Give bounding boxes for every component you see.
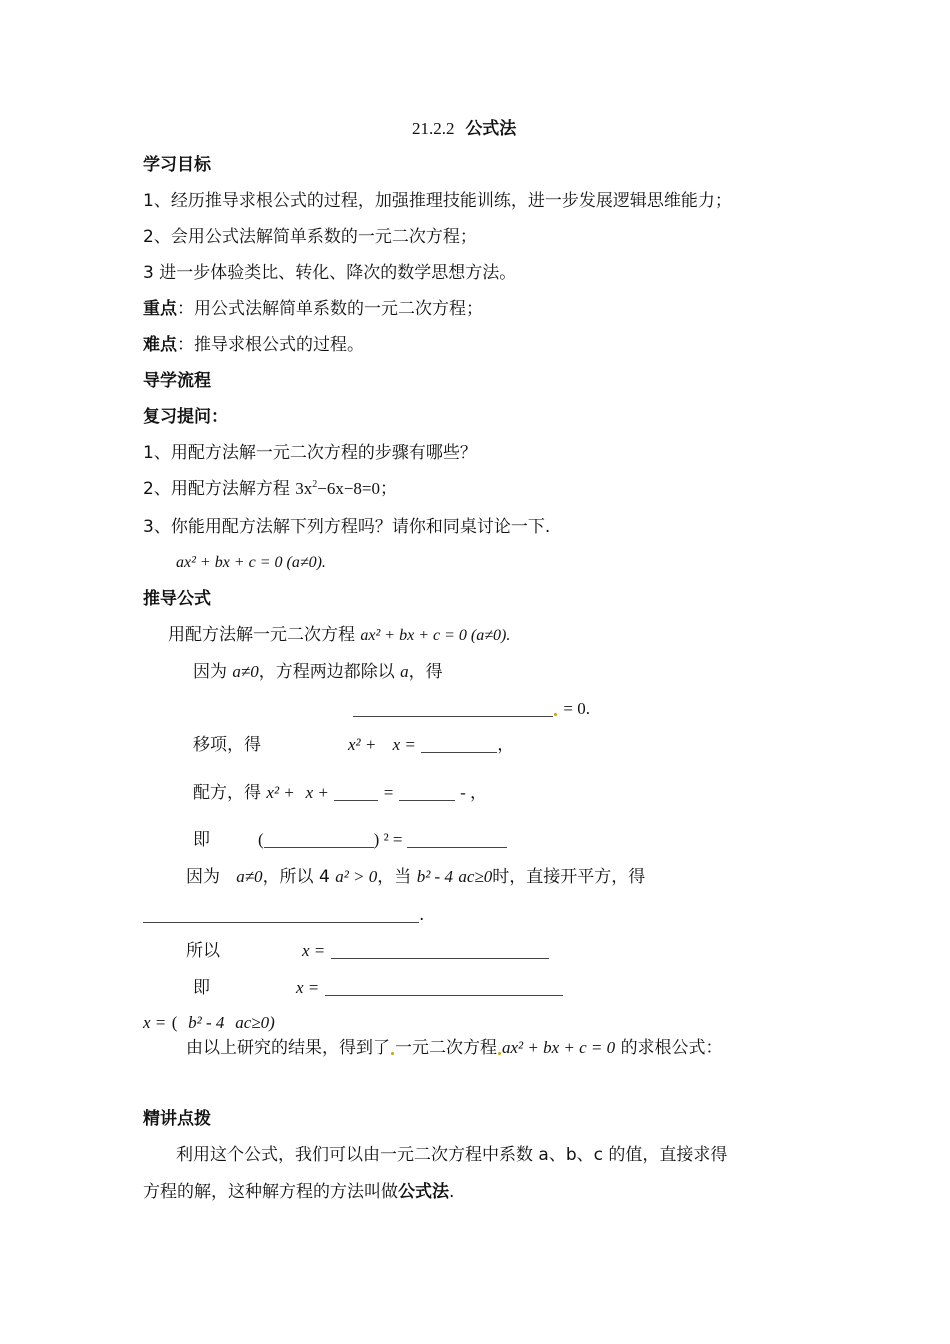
step1-because: 因为 [193, 662, 227, 682]
review-question-2-text: 2、用配方法解方程 [143, 479, 296, 499]
derive-heading: 推导公式 [143, 589, 211, 609]
blank-1[interactable] [353, 700, 553, 717]
derive-step-6-equation [302, 940, 549, 962]
derive-step-3 [193, 782, 487, 804]
step1-a: a [400, 662, 409, 681]
step7-x-equals: x = [296, 978, 320, 997]
derive-step-5-result [143, 904, 424, 926]
section-number: 21.2.2 [412, 119, 455, 138]
cond-discriminant: b² - 4 [188, 1013, 225, 1032]
derive-intro-equation: ax² + bx + c = 0 (a≠0). [360, 627, 511, 644]
step4-label: 即 [193, 830, 210, 850]
step1-a-nonzero: a≠0 [232, 662, 259, 681]
mark-dot [498, 1052, 501, 1055]
step6-x-equals: x = [302, 941, 326, 960]
step5-sqrt: 时，直接开平方，得 [492, 867, 646, 887]
derive-step-4-equation [258, 829, 507, 851]
derive-step-5 [186, 866, 645, 888]
step2-x-squared: x² + [348, 735, 377, 754]
review-equation-tail: −6x−8=0； [317, 479, 397, 498]
review-equation: $3x^2-6x-8=0$； [295, 479, 397, 498]
step5-so: ，所以 4 [262, 867, 330, 887]
review-heading: 复习提问： [143, 407, 228, 427]
blank-4[interactable] [399, 784, 455, 801]
step1-divide: ，方程两边都除以 [258, 662, 395, 682]
derive-step-1 [193, 661, 443, 683]
blank-8[interactable] [331, 942, 549, 959]
step5-because: 因为 [186, 867, 220, 887]
derive-step-6 [186, 940, 220, 962]
mark-dot [554, 713, 557, 716]
formula-method-term: 公式法 [398, 1182, 449, 1202]
step5-period: . [419, 905, 425, 925]
derive-step-4 [193, 829, 210, 851]
general-equation: ax² + bx + c = 0 (a≠0). [176, 554, 326, 571]
conclusion-equation: ax² + bx + c = 0 [502, 1038, 616, 1057]
review-question-2 [143, 478, 397, 500]
blank-3[interactable] [334, 784, 378, 801]
derive-step-7-equation [296, 977, 563, 999]
explain-paragraph-2 [143, 1181, 454, 1203]
objectives-heading: 学习目标 [143, 155, 211, 175]
explain-paragraph-1: 利用这个公式，我们可以由一元二次方程中系数 a、b、c 的值，直接求得 [176, 1145, 728, 1165]
step5-4a-squared: a² > 0 [335, 867, 378, 886]
step2-label: 移项，得 [193, 735, 261, 755]
review-question-3: 3、你能用配方法解下列方程吗？请你和同桌讨论一下. [143, 517, 551, 537]
review-equation-head: 3x [295, 479, 313, 498]
derive-step-2 [193, 734, 261, 756]
explain-text: 方程的解，这种解方程的方法叫做 [143, 1182, 398, 1202]
document-title [412, 118, 516, 140]
step2-end: ， [497, 735, 515, 755]
cond-x-equals: x = [143, 1013, 167, 1032]
difficulty [143, 334, 364, 356]
step1-get: ，得 [408, 662, 443, 682]
blank-6[interactable] [407, 831, 507, 848]
explain-heading: 精讲点拨 [143, 1109, 211, 1129]
step5-ac: ac≥0 [458, 867, 493, 886]
step6-label: 所以 [186, 941, 220, 961]
objective-item-3: 3 进一步体验类比、转化、降次的数学思想方法。 [143, 263, 517, 283]
step3-x-squared: x² + [266, 783, 295, 802]
review-question-1: 1、用配方法解一元二次方程的步骤有哪些？ [143, 443, 477, 463]
step5-when: ，当 [377, 867, 412, 887]
step3-minus: - ， [460, 783, 488, 802]
key-point [143, 298, 483, 320]
step3-equals: = [383, 783, 394, 802]
flow-heading: 导学流程 [143, 371, 211, 391]
step5-discriminant: b² - 4 [416, 867, 453, 886]
equals-zero: = 0. [563, 699, 590, 718]
derive-step-1-equation [353, 698, 590, 720]
blank-9[interactable] [325, 979, 563, 996]
key-point-label: 重点 [143, 299, 177, 319]
objective-item-2: 2、会用公式法解简单系数的一元二次方程； [143, 227, 477, 247]
key-point-text: ：用公式法解简单系数的一元二次方程； [177, 299, 483, 319]
step3-label: 配方，得 [193, 783, 261, 803]
derive-step-7 [193, 977, 210, 999]
step2-x-equals: x = [392, 735, 416, 754]
step4-open-paren: ( [258, 830, 264, 849]
objective-item-1: 1、经历推导求根公式的过程，加强推理技能训练，进一步发展逻辑思维能力； [143, 191, 732, 211]
conclusion-text-3: 的求根公式： [620, 1038, 723, 1058]
mark-dot [391, 1052, 394, 1055]
step5-a-nonzero: a≠0 [236, 867, 263, 886]
blank-7[interactable] [143, 906, 419, 923]
step7-label: 即 [193, 978, 210, 998]
section-name: 公式法 [465, 119, 517, 139]
difficulty-label: 难点 [143, 335, 177, 355]
derive-step-2-equation [348, 734, 514, 756]
cond-ac: ac≥0) [235, 1013, 275, 1032]
derive-intro [168, 624, 510, 647]
conclusion [186, 1037, 723, 1059]
blank-2[interactable] [421, 736, 497, 753]
conclusion-text-2: 一元二次方程 [395, 1038, 497, 1058]
derive-intro-text: 用配方法解一元二次方程 [168, 625, 355, 645]
explain-period: . [449, 1182, 455, 1202]
step4-close-squared: ) ² = [373, 830, 403, 849]
cond-open-paren: ( [171, 1013, 178, 1032]
step3-x-plus: x + [305, 783, 329, 802]
blank-5[interactable] [264, 831, 374, 848]
difficulty-text: ：推导求根公式的过程。 [177, 335, 364, 355]
formula-condition [143, 1012, 275, 1034]
conclusion-text-1: 由以上研究的结果，得到了 [186, 1038, 390, 1058]
